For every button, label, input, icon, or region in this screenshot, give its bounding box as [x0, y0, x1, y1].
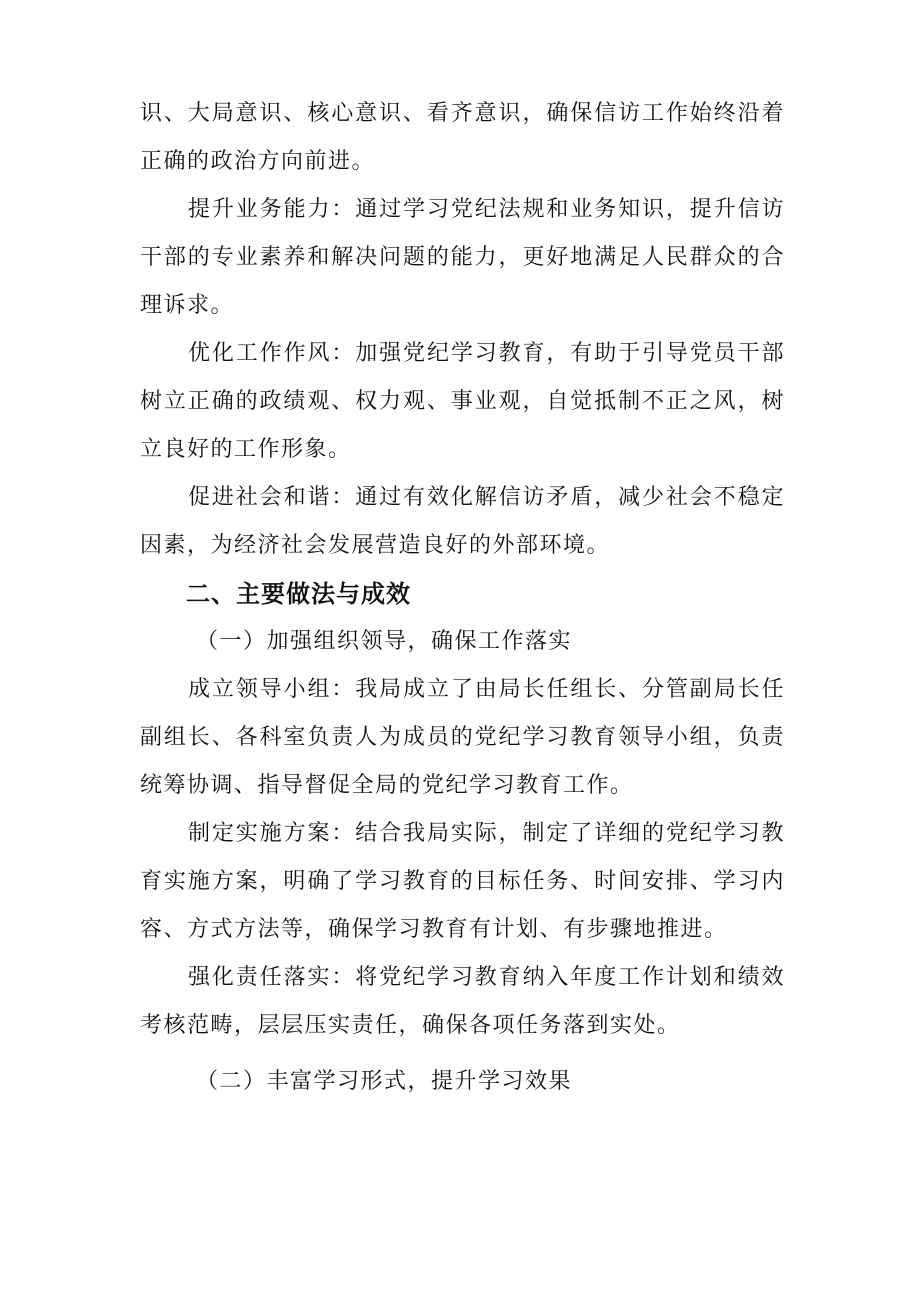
paragraph-promote-social-harmony: 促进社会和谐：通过有效化解信访矛盾，减少社会不稳定因素，为经济社会发展营造良好的外部环境。 — [140, 485, 785, 558]
document-body — [140, 90, 785, 1106]
paragraph-implementation-plan: 制定实施方案：结合我局实际，制定了详细的党纪学习教育实施方案，明确了学习教育的目标任务、时间安排、学习内容、方式方法等，确保学习教育有计划、有步骤地推进。 — [140, 821, 785, 942]
paragraph-responsibility: 强化责任落实：将党纪学习教育纳入年度工作计划和绩效考核范畴，层层压实责任，确保各项任务落到实处。 — [140, 965, 785, 1038]
subsection-heading-2: （二）丰富学习形式，提升学习效果 — [196, 1069, 573, 1094]
subsection-heading-1: （一）加强组织领导，确保工作落实 — [196, 629, 573, 654]
paragraph-optimize-work-style: 优化工作作风：加强党纪学习教育，有助于引导党员干部树立正确的政绩观、权力观、事业观，自觉抵制不正之风，树立良好的工作形象。 — [140, 341, 785, 462]
paragraph-continuation: 识、大局意识、核心意识、看齐意识，确保信访工作始终沿着正确的政治方向前进。 — [140, 101, 785, 174]
section-heading-main-practices: 二、主要做法与成效 — [186, 580, 411, 608]
paragraph-improve-business-ability: 提升业务能力：通过学习党纪法规和业务知识，提升信访干部的专业素养和解决问题的能力，更好地满足人民群众的合理诉求。 — [140, 197, 785, 318]
paragraph-leadership-group: 成立领导小组：我局成立了由局长任组长、分管副局长任副组长、各科室负责人为成员的党纪学习教育领导小组，负责统筹协调、指导督促全局的党纪学习教育工作。 — [140, 677, 785, 798]
